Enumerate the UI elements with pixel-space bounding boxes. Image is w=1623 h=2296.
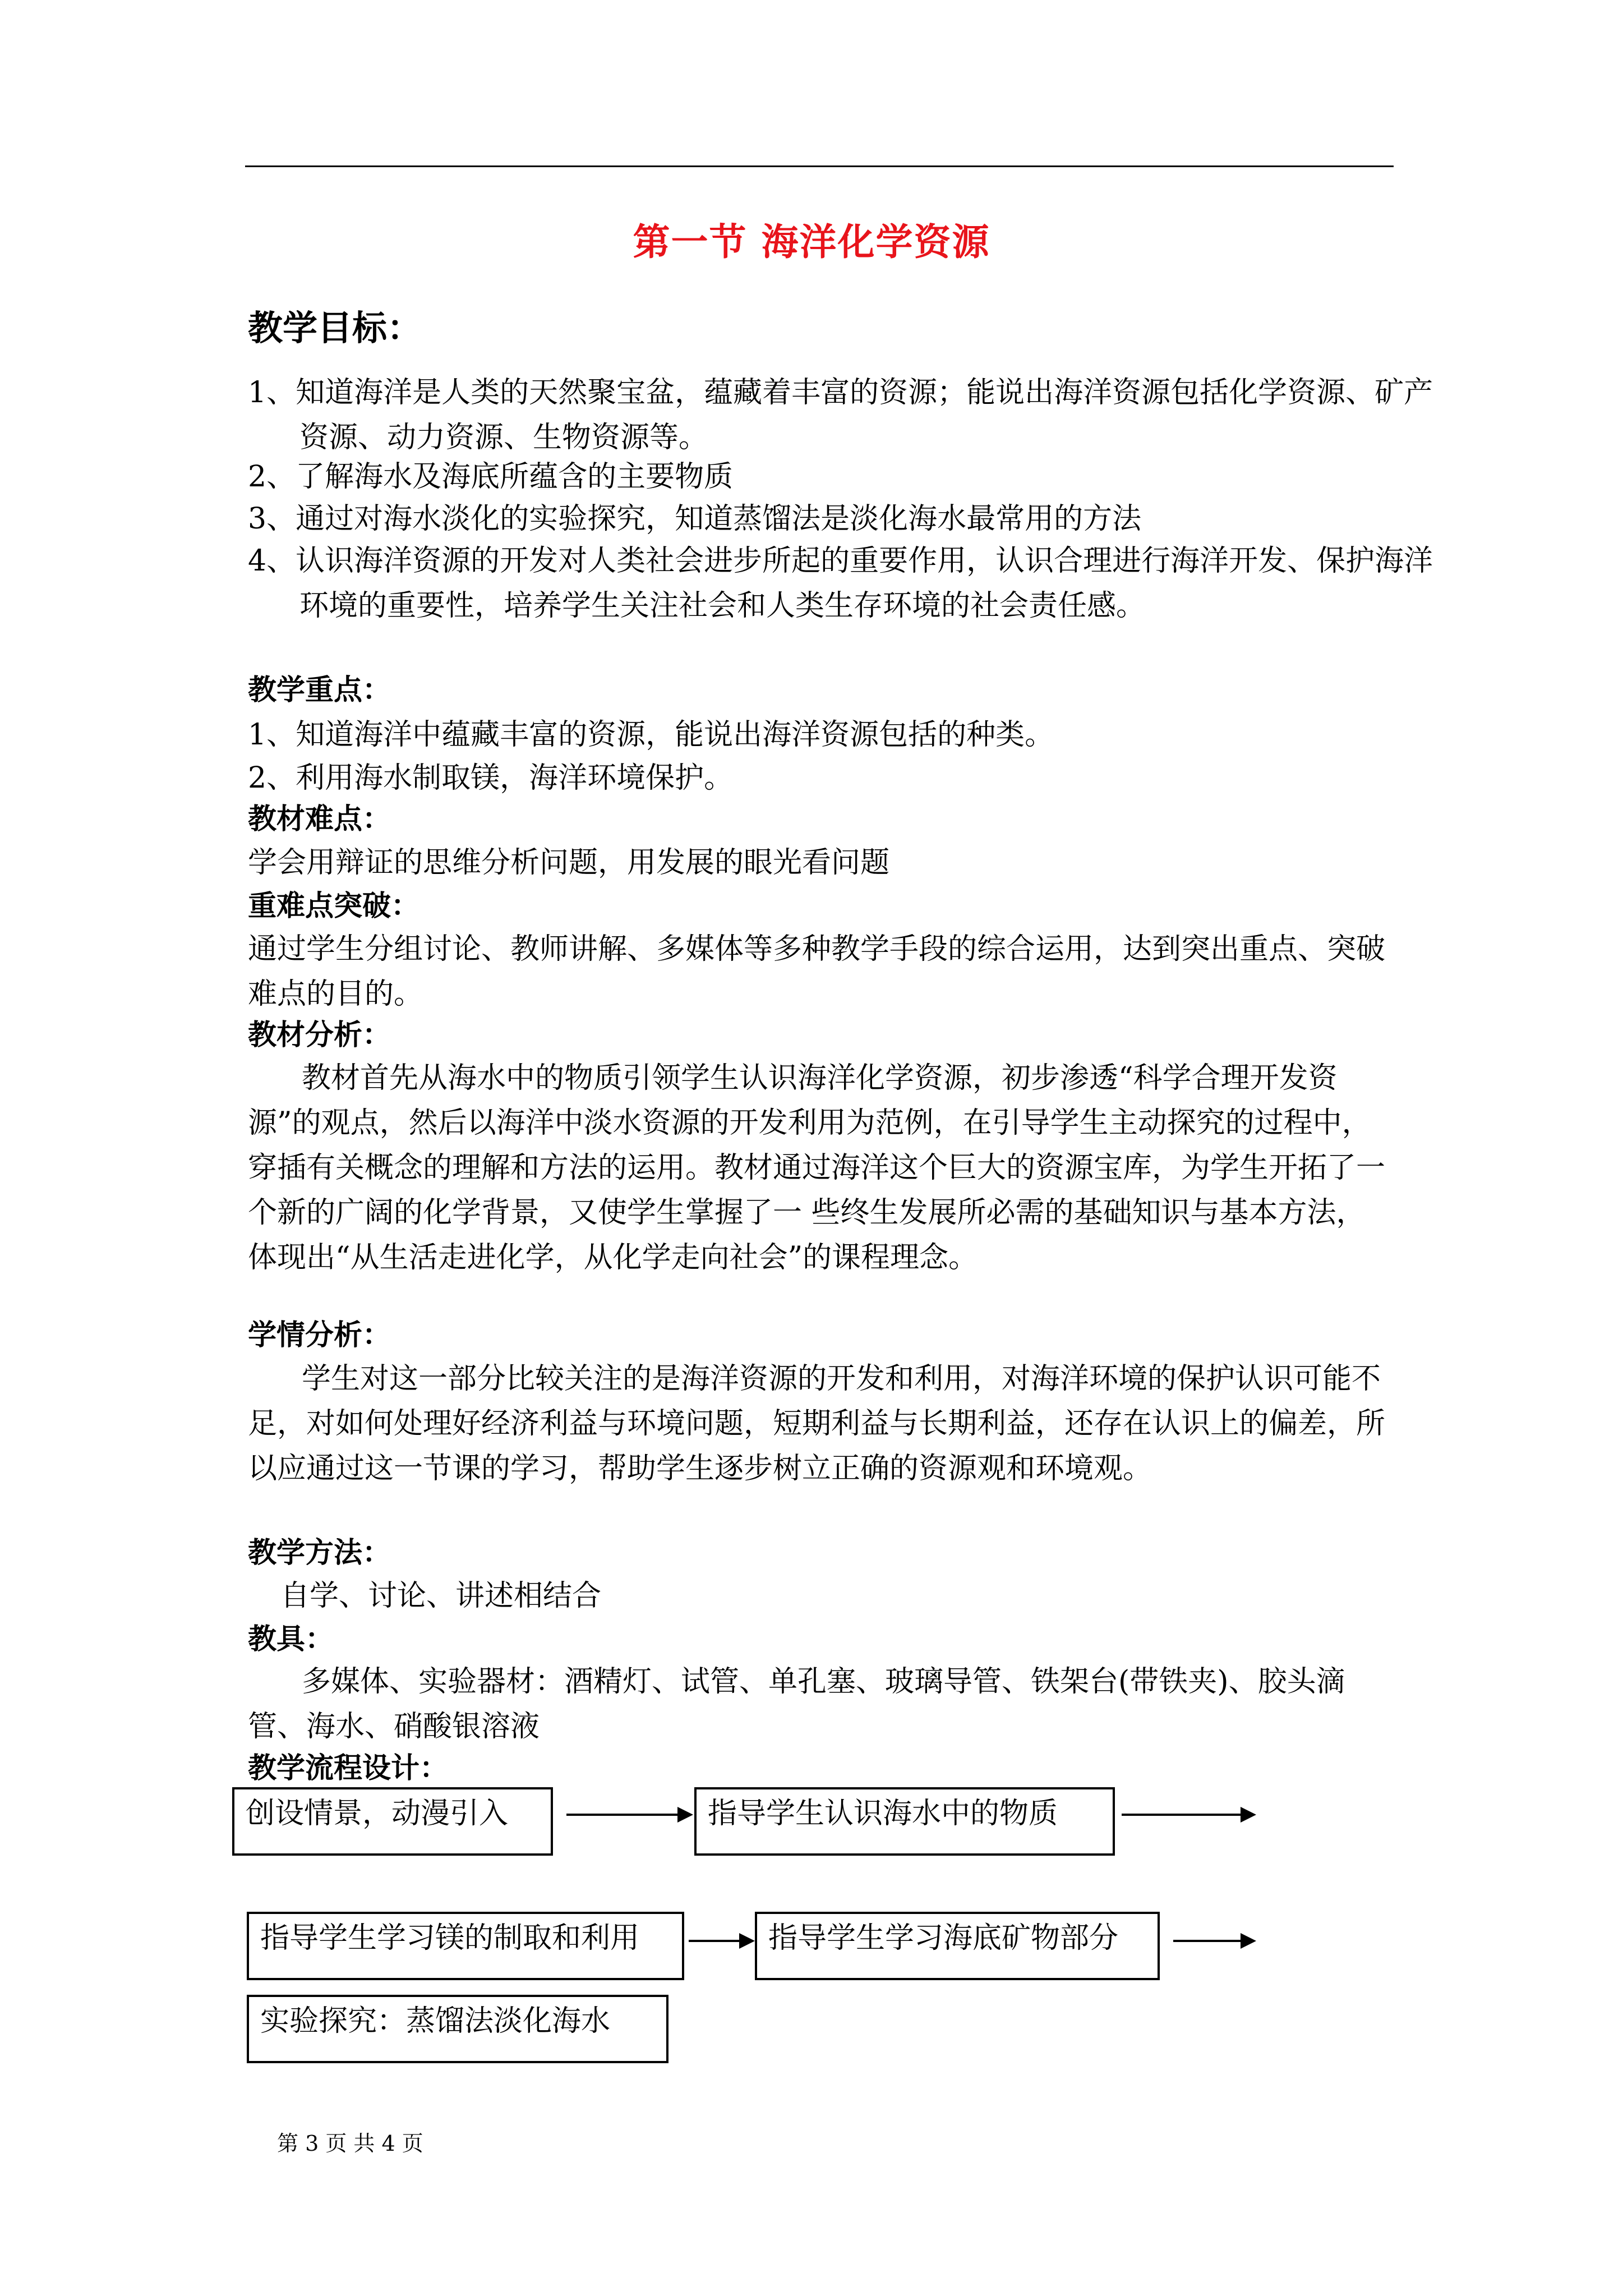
student-analysis-text: 学生对这一部分比较关注的是海洋资源的开发和利用，对海洋环境的保护认识可能不足，对如何处理好经济利益与环境问题，短期利益与长期利益，还存在认识上的偏差，所以应通过这一节课的学习，帮助学生逐步树立正确的资源观和环境观。 xyxy=(248,1362,1386,1485)
page-footer: 第 3 页 共 4 页 xyxy=(277,2131,423,2156)
flow-arrow-3 xyxy=(689,1940,740,1942)
tools-text: 多媒体、实验器材：酒精灯、试管、单孔塞、玻璃导管、铁架台(带铁夹)、胶头滴管、海水、硝酸银溶液 xyxy=(248,1665,1345,1743)
objective-item-2: 2、了解海水及海底所蕴含的主要物质 xyxy=(248,460,734,494)
key-point-item-1: 1、知道海洋中蕴藏丰富的资源，能说出海洋资源包括的种类。 xyxy=(248,718,1054,752)
difficulty-text: 学会用辩证的思维分析问题，用发展的眼光看问题 xyxy=(248,846,890,880)
flow-arrow-2 xyxy=(1122,1814,1242,1816)
objective-item-1: 1、知道海洋是人类的天然聚宝盆，蕴藏着丰富的资源；能说出海洋资源包括化学资源、矿产资源、动力资源、生物资源等。 xyxy=(248,376,1433,454)
key-point-item-2: 2、利用海水制取镁，海洋环境保护。 xyxy=(248,761,734,795)
breakthrough-heading: 重难点突破： xyxy=(248,889,420,923)
methods-text: 自学、讨论、讲述相结合 xyxy=(280,1579,602,1613)
tools-heading: 教具： xyxy=(248,1622,334,1656)
student-analysis-heading: 学情分析： xyxy=(248,1318,391,1352)
flow-arrow-4 xyxy=(1173,1940,1242,1942)
key-points-heading: 教学重点： xyxy=(248,673,391,707)
textbook-analysis-heading: 教材分析： xyxy=(248,1018,391,1052)
textbook-analysis-text: 教材首先从海水中的物质引领学生认识海洋化学资源，初步渗透“科学合理开发资源”的观点，然后以海洋中淡水资源的开发利用为范例，在引导学生主动探究的过程中，穿插有关概念的理解和方法的运用。教材通过海洋这个巨大的资源宝库，为学生开拓了一个新的广阔的化学背景，又使学生掌握了一 些终生发展所必需的基础知识与基本方法，体现出“从生活走进化学，从化学走向社会”的课程理念。 xyxy=(248,1061,1386,1274)
flow-step-3: 指导学生学习镁的制取和利用 xyxy=(247,1912,684,1980)
flow-step-5: 实验探究：蒸馏法淡化海水 xyxy=(247,1995,668,2063)
methods-heading: 教学方法： xyxy=(248,1536,391,1570)
objective-item-4: 4、认识海洋资源的开发对人类社会进步所起的重要作用，认识合理进行海洋开发、保护海洋环境的重要性，培养学生关注社会和人类生存环境的社会责任感。 xyxy=(248,544,1433,623)
difficulty-heading: 教材难点： xyxy=(248,802,391,836)
flow-step-1: 创设情景，动漫引入 xyxy=(232,1787,553,1856)
header-rule xyxy=(245,165,1394,167)
flow-step-2: 指导学生认识海水中的物质 xyxy=(694,1787,1115,1856)
flow-heading: 教学流程设计： xyxy=(248,1751,449,1785)
objective-item-3: 3、通过对海水淡化的实验探究，知道蒸馏法是淡化海水最常用的方法 xyxy=(248,502,1142,536)
objectives-heading: 教学目标： xyxy=(248,307,422,348)
flow-step-4: 指导学生学习海底矿物部分 xyxy=(755,1912,1160,1980)
page-title: 第一节 海洋化学资源 xyxy=(633,220,990,264)
flow-arrow-1 xyxy=(566,1814,679,1816)
breakthrough-text: 通过学生分组讨论、教师讲解、多媒体等多种教学手段的综合运用，达到突出重点、突破难点的目的。 xyxy=(248,932,1386,1011)
